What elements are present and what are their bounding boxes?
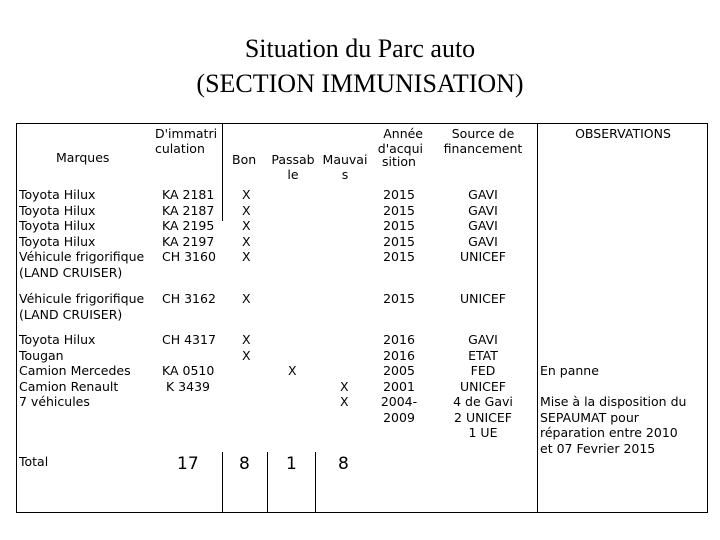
header-bon: Bon (232, 152, 257, 167)
table-cell-source: 2 UNICEF (454, 409, 512, 425)
col-divider (537, 124, 538, 513)
table-cell-bon: X (242, 218, 251, 233)
col-divider (267, 452, 268, 513)
table-cell-observation: En panne (540, 363, 599, 378)
table-cell-passable: X (288, 363, 297, 378)
header-annee-line1: Année (383, 126, 423, 141)
table-cell-source: FED (470, 363, 496, 378)
table-cell-source: UNICEF (459, 378, 506, 394)
table-cell-observation: SEPAUMAT pour (540, 409, 639, 425)
table-cell-marque: 7 véhicules (19, 394, 90, 409)
total-passable: 1 (286, 454, 297, 474)
table-cell-immat: KA 2187 (162, 202, 215, 218)
table-cell-annee: 2009 (383, 409, 415, 425)
header-immatriculation-line2: culation (155, 141, 205, 156)
header-passable-line1: Passab (271, 152, 315, 167)
table-cell-annee: 2016 (383, 347, 415, 363)
table-cell-bon: X (242, 332, 251, 347)
table-cell-source: UNICEF (459, 249, 506, 264)
table-cell-annee: 2015 (383, 218, 415, 233)
table-cell-immat: CH 3162 (162, 291, 216, 306)
table-cell-source: 4 de Gavi (453, 394, 513, 409)
table-cell-source: GAVI (468, 202, 498, 218)
table-cell-bon: X (242, 291, 251, 306)
table-cell-source: 1 UE (468, 425, 498, 440)
total-bon: 8 (239, 454, 250, 474)
page-subtitle: (SECTION IMMUNISATION) (196, 69, 524, 98)
table-cell-immat: CH 3160 (162, 249, 216, 264)
table-cell-immat: KA 2195 (162, 218, 215, 233)
table-cell-source: GAVI (468, 332, 498, 347)
table-cell-bon: X (242, 233, 251, 249)
table-cell-observation: réparation entre 2010 (540, 425, 678, 440)
header-immatriculation-line1: D'immatri (155, 126, 218, 141)
table-cell-annee: 2004- (380, 394, 418, 409)
table-cell-marque: Toyota Hilux (19, 332, 96, 347)
table-cell-immat: KA 0510 (162, 363, 215, 378)
table-cell-marque: Tougan (19, 347, 64, 363)
table-cell-annee: 2015 (383, 233, 415, 249)
table-cell-marque: Véhicule frigorifique (19, 291, 145, 306)
table-cell-marque: Toyota Hilux (19, 218, 96, 233)
table-cell-marque: (LAND CRUISER) (19, 264, 123, 280)
table-cell-bon: X (242, 187, 251, 202)
table-cell-marque: Camion Mercedes (19, 363, 131, 378)
total-label: Total (19, 454, 49, 469)
table-cell-source: ETAT (468, 347, 498, 363)
table-cell-immat: CH 4317 (162, 332, 216, 347)
col-divider (315, 452, 316, 513)
table-cell-observation: Mise à la disposition du (540, 394, 687, 409)
table-cell-bon: X (242, 202, 251, 218)
table-cell-annee: 2015 (383, 291, 415, 306)
header-annee-line3: sition (382, 154, 416, 169)
header-mauvais-line1: Mauvai (322, 152, 368, 167)
table-cell-mauvais: X (340, 378, 349, 394)
table-cell-observation: et 07 Fevrier 2015 (540, 440, 656, 456)
table-cell-marque: (LAND CRUISER) (19, 306, 123, 322)
table-cell-marque: Véhicule frigorifique (19, 249, 145, 264)
table-cell-annee: 2001 (383, 378, 415, 394)
table-cell-annee: 2015 (383, 202, 415, 218)
table-cell-immat: K 3439 (166, 378, 210, 394)
table-cell-annee: 2005 (383, 363, 415, 378)
table-cell-annee: 2015 (383, 187, 415, 202)
table-cell-bon: X (242, 249, 251, 264)
header-source-line1: Source de (451, 126, 515, 141)
table-cell-bon: X (242, 347, 251, 363)
table-cell-source: GAVI (468, 218, 498, 233)
total-mauvais: 8 (338, 454, 349, 474)
table-cell-mauvais: X (340, 394, 349, 409)
table-cell-marque: Toyota Hilux (19, 202, 96, 218)
table-cell-annee: 2015 (383, 249, 415, 264)
col-divider (222, 124, 223, 221)
fleet-table (16, 123, 708, 513)
header-passable-line2: le (287, 167, 299, 182)
header-observations: OBSERVATIONS (575, 126, 671, 141)
table-cell-immat: KA 2181 (162, 187, 215, 202)
table-cell-source: GAVI (468, 233, 498, 249)
col-divider (222, 452, 223, 513)
table-cell-marque: Toyota Hilux (19, 233, 96, 249)
table-cell-marque: Toyota Hilux (19, 187, 96, 202)
table-cell-annee: 2016 (383, 332, 415, 347)
table-cell-immat: KA 2197 (162, 233, 215, 249)
page-title: Situation du Parc auto (244, 34, 476, 63)
header-source-line2: financement (443, 141, 523, 156)
total-vehicles: 17 (177, 454, 199, 474)
header-annee-line2: d'acqui (377, 141, 423, 156)
table-cell-source: UNICEF (459, 291, 506, 306)
header-mauvais-line2: s (341, 167, 349, 182)
table-cell-source: GAVI (468, 187, 498, 202)
header-marques: Marques (56, 150, 110, 165)
table-cell-marque: Camion Renault (19, 378, 119, 394)
